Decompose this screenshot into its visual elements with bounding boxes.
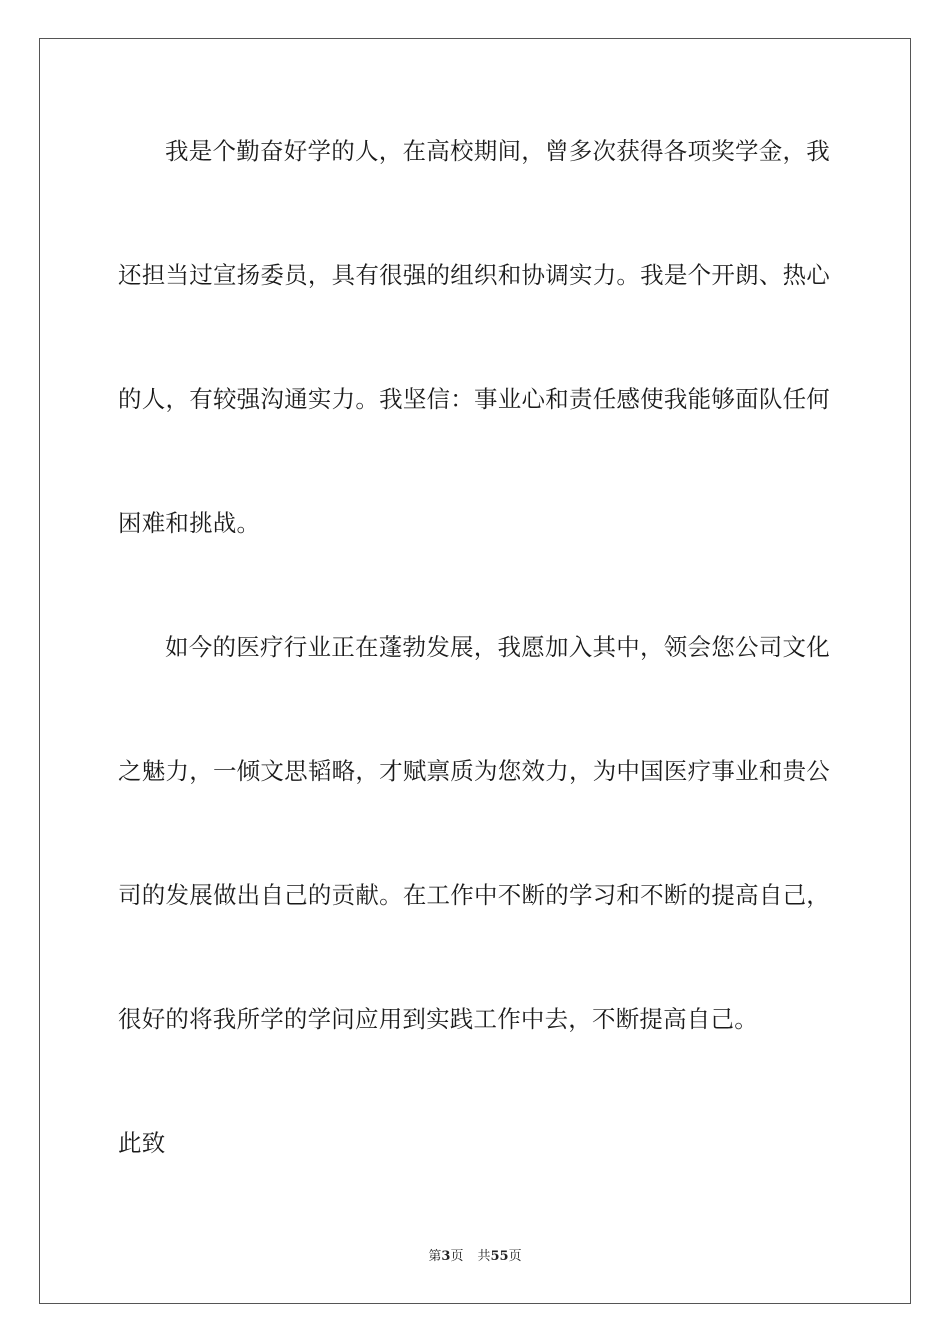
paragraph-1-line-3: 的人，有较强沟通实力。我坚信：事业心和责任感使我能够面队任何 [118, 385, 830, 413]
paragraph-2-line-2: 之魅力，一倾文思韬略，才赋禀质为您效力，为中国医疗事业和贵公 [118, 757, 830, 785]
paragraph-2-line-4: 很好的将我所学的学问应用到实践工作中去，不断提高自己。 [118, 1005, 758, 1033]
total-pages-prefix: 共 [477, 1249, 491, 1264]
page-footer [0, 1248, 950, 1266]
paragraph-2-line-3: 司的发展做出自己的贡献。在工作中不断的学习和不断的提高自己， [118, 881, 830, 909]
page-number-suffix: 页 [450, 1249, 464, 1264]
page-number-prefix: 第 [428, 1249, 442, 1264]
total-pages: 55 [490, 1249, 509, 1264]
total-pages-suffix: 页 [508, 1249, 522, 1264]
paragraph-1-line-4: 困难和挑战。 [118, 509, 261, 537]
page-border [39, 38, 911, 1304]
paragraph-2-line-1: 如今的医疗行业正在蓬勃发展，我愿加入其中，领会您公司文化 [165, 633, 830, 661]
page-number: 3 [441, 1249, 451, 1264]
paragraph-1-line-1: 我是个勤奋好学的人，在高校期间，曾多次获得各项奖学金，我 [165, 137, 830, 165]
closing-salutation: 此致 [118, 1129, 166, 1157]
paragraph-1-line-2: 还担当过宣扬委员，具有很强的组织和协调实力。我是个开朗、热心 [118, 261, 830, 289]
